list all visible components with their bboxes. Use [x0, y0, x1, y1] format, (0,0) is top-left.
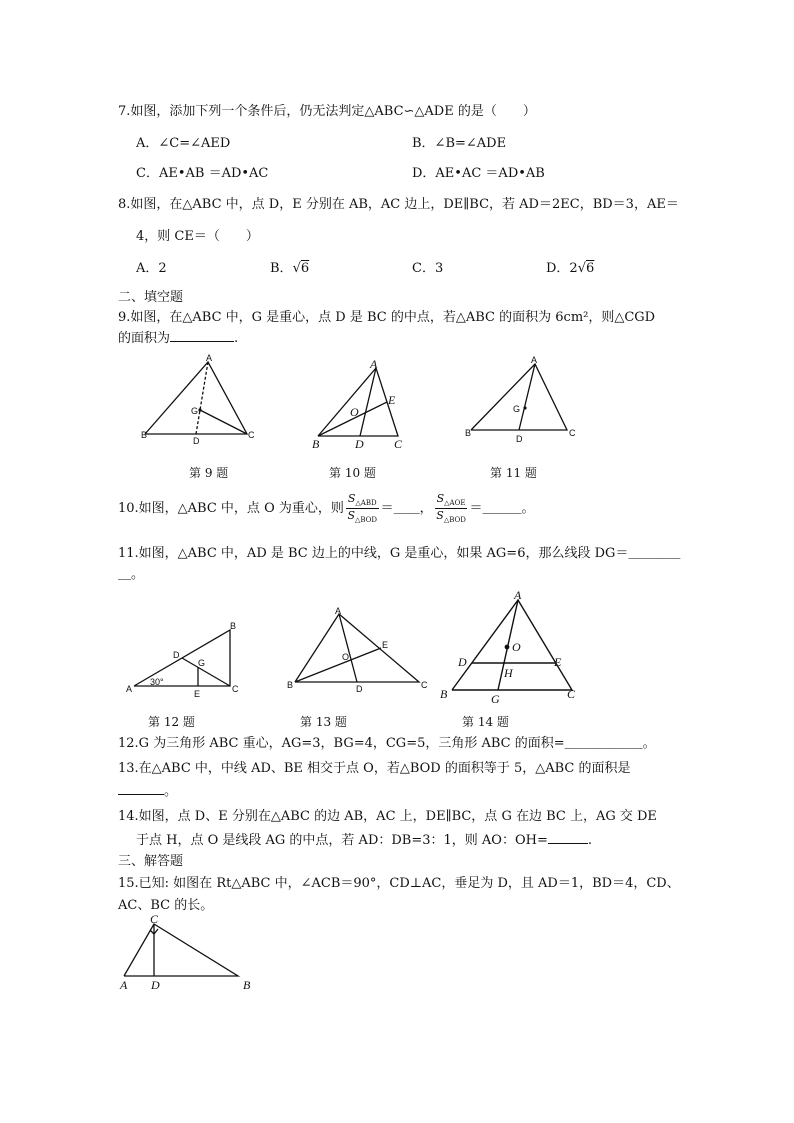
q9-line2-text: 的面积为: [118, 331, 171, 346]
q10-line: [118, 493, 534, 524]
fig13-triangle: [295, 614, 419, 682]
fig9-point-g: [198, 408, 201, 411]
fig11-label-g: G: [513, 404, 521, 414]
q10-suffix: ＝＿＿＿。: [469, 501, 535, 517]
fig14-label-b: B: [440, 687, 448, 701]
fig10-label-d: D: [355, 437, 364, 451]
q7-stem: 7.如图，添加下列一个条件后，仍无法判定△ABC∽△ADE 的是（ ）: [118, 104, 536, 119]
q7-option-d: D．AE•AC ＝AD•AB: [412, 166, 545, 181]
q7-option-c: C．AE•AB ＝AD•AC: [136, 166, 269, 181]
fig13-label-o: O: [342, 652, 350, 662]
fig11-label-a: A: [531, 355, 538, 365]
fig10-label-c: C: [394, 437, 403, 451]
q15-line1: 15.已知: 如图在 Rt△ABC 中，∠ACB＝90°，CD⊥AC，垂足为 D，且 AD＝1，BD＝4，CD、: [118, 876, 680, 891]
fig10-label-o: O: [350, 405, 359, 419]
fig13-median-be: [295, 648, 381, 682]
q14-answer-blank[interactable]: [548, 843, 588, 844]
q8-option-c: C．3: [412, 261, 444, 276]
q10-frac1-denominator: $S_{\triangle BOD}$: [347, 509, 378, 525]
fig9-label-b: B: [141, 430, 148, 440]
q11-line2: ＿。: [118, 567, 145, 582]
figure-14: [436, 588, 586, 708]
fig15-label-c: C: [150, 912, 159, 926]
q13-line2: [118, 785, 177, 798]
fig15-label-b: B: [243, 978, 251, 992]
q7-option-b: B．∠B=∠ADE: [412, 136, 507, 151]
fig13-label-d: D: [356, 684, 363, 694]
fig9-label-a: A: [206, 353, 213, 363]
figure-10: [308, 356, 408, 456]
caption-fig10: 第 10 题: [329, 466, 376, 480]
fig12-label-d: D: [173, 650, 180, 660]
fig14-label-d: D: [458, 655, 467, 669]
fig13-label-a: A: [335, 606, 342, 616]
q8-option-b-prefix: B．: [270, 261, 293, 276]
fig15-label-a: A: [120, 978, 128, 992]
q8-option-d-radicand: 6: [586, 261, 595, 276]
fig12-label-a: A: [126, 684, 133, 694]
sqrt-sign: √: [577, 261, 586, 276]
q8-option-d-prefix: D．2: [546, 261, 578, 276]
q8-option-a: A．2: [136, 261, 167, 276]
q14-line2-suffix: .: [587, 833, 592, 848]
q9-line1: 9.如图，在△ABC 中，G 是重心，点 D 是 BC 的中点，若△ABC 的面积为 6cm²，则△CGD: [118, 310, 656, 325]
fig12-angle-label: 30°: [150, 677, 164, 687]
fig11-triangle: [471, 364, 567, 430]
fig14-label-o: O: [512, 640, 521, 654]
figure-15: [116, 912, 266, 997]
fig9-label-c: C: [248, 430, 255, 440]
caption-fig13: 第 13 题: [300, 715, 347, 729]
q15-line2: AC、BC 的长。: [118, 898, 214, 913]
fig12-label-e: E: [194, 689, 201, 699]
q13-answer-blank[interactable]: [118, 794, 164, 795]
fig9-triangle: [145, 362, 247, 434]
fig14-label-g: G: [491, 692, 500, 706]
fig10-label-a: A: [370, 357, 378, 371]
caption-fig14: 第 14 题: [462, 715, 509, 729]
q13-line1: 13.在△ABC 中，中线 AD、BE 相交于点 O，若△BOD 的面积等于 5，△ABC 的面积是: [118, 761, 631, 776]
fig11-median-ad: [519, 364, 535, 430]
q8-option-d: [546, 262, 594, 275]
section-title-fill-in: 二、填空题: [118, 290, 184, 305]
fig15-triangle: [124, 924, 238, 976]
section-title-answer: 三、解答题: [118, 854, 184, 869]
q10-frac2-denominator: $S_{\triangle BOD}$: [436, 509, 466, 525]
q10-mid: ＝＿＿，: [380, 501, 433, 517]
q10-prefix: 10.如图，△ABC 中，点 O 为重心，则: [118, 501, 344, 517]
fig12-label-b: B: [230, 621, 237, 631]
figure-13: [285, 606, 430, 701]
fig9-label-g: G: [191, 406, 199, 416]
fig13-median-ad: [339, 614, 357, 682]
q12-line: 12.G 为三角形 ABC 重心，AG=3，BG=4，CG=5，三角形 ABC 的面积=＿＿＿＿＿＿。: [118, 736, 656, 751]
fig10-label-b: B: [312, 437, 320, 451]
fig12-median-cd: [182, 658, 230, 686]
caption-fig12: 第 12 题: [148, 715, 195, 729]
q7-option-a: A．∠C=∠AED: [136, 136, 231, 151]
q14-line2: [136, 834, 592, 847]
sqrt-sign: √: [292, 261, 301, 276]
fig14-label-c: C: [567, 687, 576, 701]
q8-stem-line2: 4，则 CE＝（ ）: [136, 229, 259, 244]
fig15-label-d: D: [151, 978, 160, 992]
q13-line2-text: 。: [164, 784, 178, 799]
fig11-label-b: B: [465, 428, 472, 438]
fig13-label-e: E: [382, 640, 389, 650]
figure-9: [130, 352, 270, 452]
fig14-label-a: A: [514, 588, 522, 602]
caption-fig9: 第 9 题: [189, 466, 229, 480]
q14-line1: 14.如图，点 D、E 分别在△ABC 的边 AB，AC 上，DE∥BC，点 G 在边 BC 上，AG 交 DE: [118, 809, 657, 824]
figure-11: [455, 352, 595, 452]
fig12-label-g: G: [198, 658, 206, 668]
q8-option-b: [270, 262, 309, 275]
q10-frac1-numerator: $S_{\triangle ABD}$: [347, 492, 377, 508]
q10-frac2-numerator: $S_{\triangle AOE}$: [436, 492, 466, 508]
fig9-label-d: D: [193, 436, 200, 446]
caption-fig11: 第 11 题: [490, 466, 537, 480]
fig13-label-c: C: [421, 680, 428, 690]
figure-12: [122, 620, 252, 700]
fig14-point-o: [505, 645, 510, 650]
q9-line2: 的面积为 .: [118, 331, 239, 346]
fig10-label-e: E: [388, 393, 396, 407]
q14-line2-text: 于点 H，点 O 是线段 AG 的中点，若 AD：DB=3：1，则 AO：OH=: [136, 833, 548, 848]
q10-fraction-1: [346, 493, 379, 524]
fig12-label-c: C: [232, 684, 239, 694]
fig11-label-d: D: [516, 434, 523, 444]
fig13-label-b: B: [287, 680, 294, 690]
fig11-point-g: [523, 406, 526, 409]
q9-answer-blank[interactable]: [170, 341, 234, 342]
q11-line1: 11.如图，△ABC 中，AD 是 BC 边上的中线，G 是重心，如果 AG=6，那么线段 DG＝＿＿＿＿: [118, 546, 681, 561]
q10-fraction-2: [435, 493, 468, 524]
fig14-label-h: H: [504, 666, 513, 680]
fig14-label-e: E: [554, 655, 562, 669]
q8-stem-line1: 8.如图，在△ABC 中，点 D，E 分别在 AB，AC 边上，DE∥BC，若 AD＝2EC，BD＝3，AE＝: [118, 197, 679, 212]
fig11-label-c: C: [569, 428, 576, 438]
q8-option-b-radicand: 6: [300, 261, 310, 276]
